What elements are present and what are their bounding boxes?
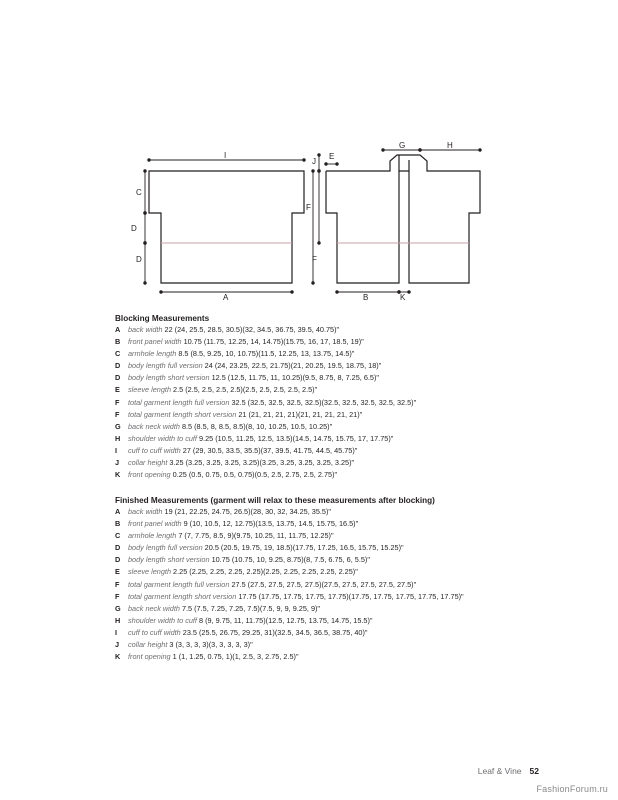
label-i: I [224,151,227,160]
measurement-name: shoulder width to cuff [128,433,197,443]
measurement-name: total garment length short version [128,409,237,419]
measurement-letter: G [115,421,121,431]
label-f-upper: F [306,203,311,212]
measurement-row [115,384,416,396]
measurement-row [115,348,416,360]
measurement-row [115,372,416,384]
label-g: G [399,141,406,150]
schematic-diagram [0,0,618,310]
measurement-row [115,409,416,421]
measurement-row [115,433,416,445]
blocking-measurements [115,313,416,481]
measurement-letter: K [115,652,121,662]
measurement-value: 10.75 (11.75, 12.25, 14, 14.75)(15.75, 16, 17, 18.5, 19)" [183,337,364,347]
measurement-value: 9.25 (10.5, 11.25, 12.5, 13.5)(14.5, 14.75, 15.75, 17, 17.75)" [199,433,394,443]
measurement-letter: J [115,640,120,650]
measurement-name: body length full version [128,543,203,553]
measurement-value: 24 (24, 23.25, 22.5, 21.75)(21, 20.25, 19.5, 18.75, 18)" [204,361,382,371]
measurement-letter: F [115,397,120,407]
measurement-value: 9 (10, 10.5, 12, 12.75)(13.5, 13.75, 14.5, 15.75, 16.5)" [183,519,359,529]
watermark: FashionForum.ru [536,784,608,794]
measurement-value: 21 (21, 21, 21, 21)(21, 21, 21, 21, 21)" [238,409,363,419]
measurement-row [115,397,416,409]
measurement-row [115,639,464,651]
front-piece [326,155,480,283]
measurement-value: 7 (7, 7.75, 8.5, 9)(9.75, 10.25, 11, 11.75, 12.25)" [178,531,334,541]
measurement-row [115,530,464,542]
page-number: 52 [529,766,539,776]
label-d-lower: D [136,255,142,264]
measurement-letter: A [115,325,121,334]
measurement-value: 20.5 (20.5, 19.75, 19, 18.5)(17.75, 17.25, 16.5, 15.75, 15.25)" [204,543,404,553]
measurement-name: shoulder width to cuff [128,615,197,625]
measurement-value: 22 (24, 25.5, 28.5, 30.5)(32, 34.5, 36.75, 39.5, 40.75)" [164,325,340,334]
measurement-letter: B [115,337,121,347]
label-j: J [312,157,316,166]
measurement-letter: H [115,615,121,625]
measurement-value: 23.5 (25.5, 26.75, 29.25, 31)(32.5, 34.5, 36.5, 38.75, 40)" [182,627,368,637]
measurement-letter: I [115,445,118,455]
back-piece [149,171,304,283]
measurement-name: cuff to cuff width [128,445,181,455]
measurement-letter: A [115,507,121,516]
measurement-name: front opening [128,652,171,662]
measurement-value: 3.25 (3.25, 3.25, 3.25, 3.25)(3.25, 3.25, 3.25, 3.25, 3.25)" [169,458,355,468]
page-footer [478,766,539,776]
measurement-letter: J [115,458,120,468]
measurement-row [115,603,464,615]
measurement-letter: D [115,373,121,383]
measurement-letter: F [115,409,120,419]
measurement-name: back width [128,507,163,516]
measurement-name: body length full version [128,361,203,371]
measurement-row [115,336,416,348]
label-h: H [447,141,453,150]
measurement-letter: D [115,361,121,371]
measurement-row [115,324,416,336]
measurement-name: back neck width [128,421,180,431]
measurement-name: armhole length [128,531,177,541]
blocking-title: Blocking Measurements [115,314,210,323]
measurement-letter: B [115,519,121,529]
measurement-name: front panel width [128,337,182,347]
measurement-row [115,651,464,663]
measurement-letter: C [115,349,121,359]
label-b: B [363,293,369,302]
label-d-upper: D [131,224,137,233]
measurement-value: 7.5 (7.5, 7.25, 7.25, 7.5)(7.5, 9, 9, 9.25, 9)" [181,603,321,613]
measurement-letter: G [115,603,121,613]
measurement-value: 3 (3, 3, 3, 3)(3, 3, 3, 3, 3)" [169,640,253,650]
measurement-letter: C [115,531,121,541]
label-a: A [223,293,229,302]
measurement-letter: K [115,470,121,480]
measurement-name: sleeve length [128,385,172,395]
measurement-row [115,542,464,554]
label-e: E [329,152,335,161]
measurement-row [115,506,464,518]
measurement-letter: F [115,591,120,601]
measurement-letter: E [115,385,120,395]
measurement-value: 10.75 (10.75, 10, 9.25, 8.75)(8, 7.5, 6.75, 6, 5.5)" [211,555,370,565]
measurement-value: 0.25 (0.5, 0.75, 0.5, 0.75)(0.5, 2.5, 2.75, 2.5, 2.75)" [172,470,338,480]
label-c: C [136,188,142,197]
measurement-row [115,554,464,566]
measurement-row [115,615,464,627]
measurement-name: total garment length short version [128,591,237,601]
measurement-row [115,457,416,469]
measurement-letter: I [115,627,118,637]
measurement-row [115,421,416,433]
measurement-value: 19 (21, 22.25, 24.75, 26.5)(28, 30, 32, 34.25, 35.5)" [164,507,332,516]
measurement-value: 8 (9, 9.75, 11, 11.75)(12.5, 12.75, 13.75, 14.75, 15.5)" [199,615,373,625]
label-k: K [400,293,406,302]
measurement-value: 32.5 (32.5, 32.5, 32.5, 32.5)(32.5, 32.5, 32.5, 32.5, 32.5)" [231,397,417,407]
measurement-row [115,566,464,578]
footer-title: Leaf & Vine [477,766,522,776]
measurement-name: body length short version [128,373,210,383]
measurement-value: 2.5 (2.5, 2.5, 2.5, 2.5)(2.5, 2.5, 2.5, 2.5, 2.5)" [173,385,318,395]
measurement-value: 17.75 (17.75, 17.75, 17.75, 17.75)(17.75, 17.75, 17.75, 17.75, 17.75)" [238,591,464,601]
measurement-value: 2.25 (2.25, 2.25, 2.25, 2.25)(2.25, 2.25, 2.25, 2.25, 2.25)" [173,567,358,577]
measurement-name: front opening [128,470,171,480]
measurement-name: back neck width [128,603,180,613]
measurement-letter: F [115,579,120,589]
measurement-value: 27 (29, 30.5, 33.5, 35.5)(37, 39.5, 41.75, 44.5, 45.75)" [182,445,358,455]
measurement-row [115,591,464,603]
measurement-letter: H [115,433,121,443]
measurement-row [115,360,416,372]
measurement-letter: E [115,567,120,577]
measurement-row [115,518,464,530]
measurement-row [115,627,464,639]
measurement-name: body length short version [128,555,210,565]
measurement-name: sleeve length [128,567,172,577]
measurement-name: armhole length [128,349,177,359]
measurement-value: 1 (1, 1.25, 0.75, 1)(1, 2.5, 3, 2.75, 2.5)" [172,652,299,662]
label-f-lower: F [312,255,317,264]
measurement-row [115,445,416,457]
measurement-letter: D [115,543,121,553]
measurement-name: collar height [128,640,168,650]
measurement-value: 27.5 (27.5, 27.5, 27.5, 27.5)(27.5, 27.5, 27.5, 27.5, 27.5)" [231,579,417,589]
finished-measurements [115,495,464,663]
measurement-name: front panel width [128,519,182,529]
measurement-letter: D [115,555,121,565]
measurement-value: 12.5 (12.5, 11.75, 11, 10.25)(9.5, 8.75, 8, 7.25, 6.5)" [211,373,379,383]
measurement-row [115,579,464,591]
measurement-name: total garment length full version [128,579,230,589]
measurement-row [115,469,416,481]
measurement-name: cuff to cuff width [128,627,181,637]
measurement-name: collar height [128,458,168,468]
measurement-name: back width [128,325,163,334]
measurement-value: 8.5 (8.5, 9.25, 10, 10.75)(11.5, 12.25, 13, 13.75, 14.5)" [178,349,355,359]
finished-title: Finished Measurements (garment will relax to these measurements after blocking) [115,496,435,505]
measurement-name: total garment length full version [128,397,230,407]
measurement-value: 8.5 (8.5, 8, 8.5, 8.5)(8, 10, 10.25, 10.5, 10.25)" [181,421,333,431]
